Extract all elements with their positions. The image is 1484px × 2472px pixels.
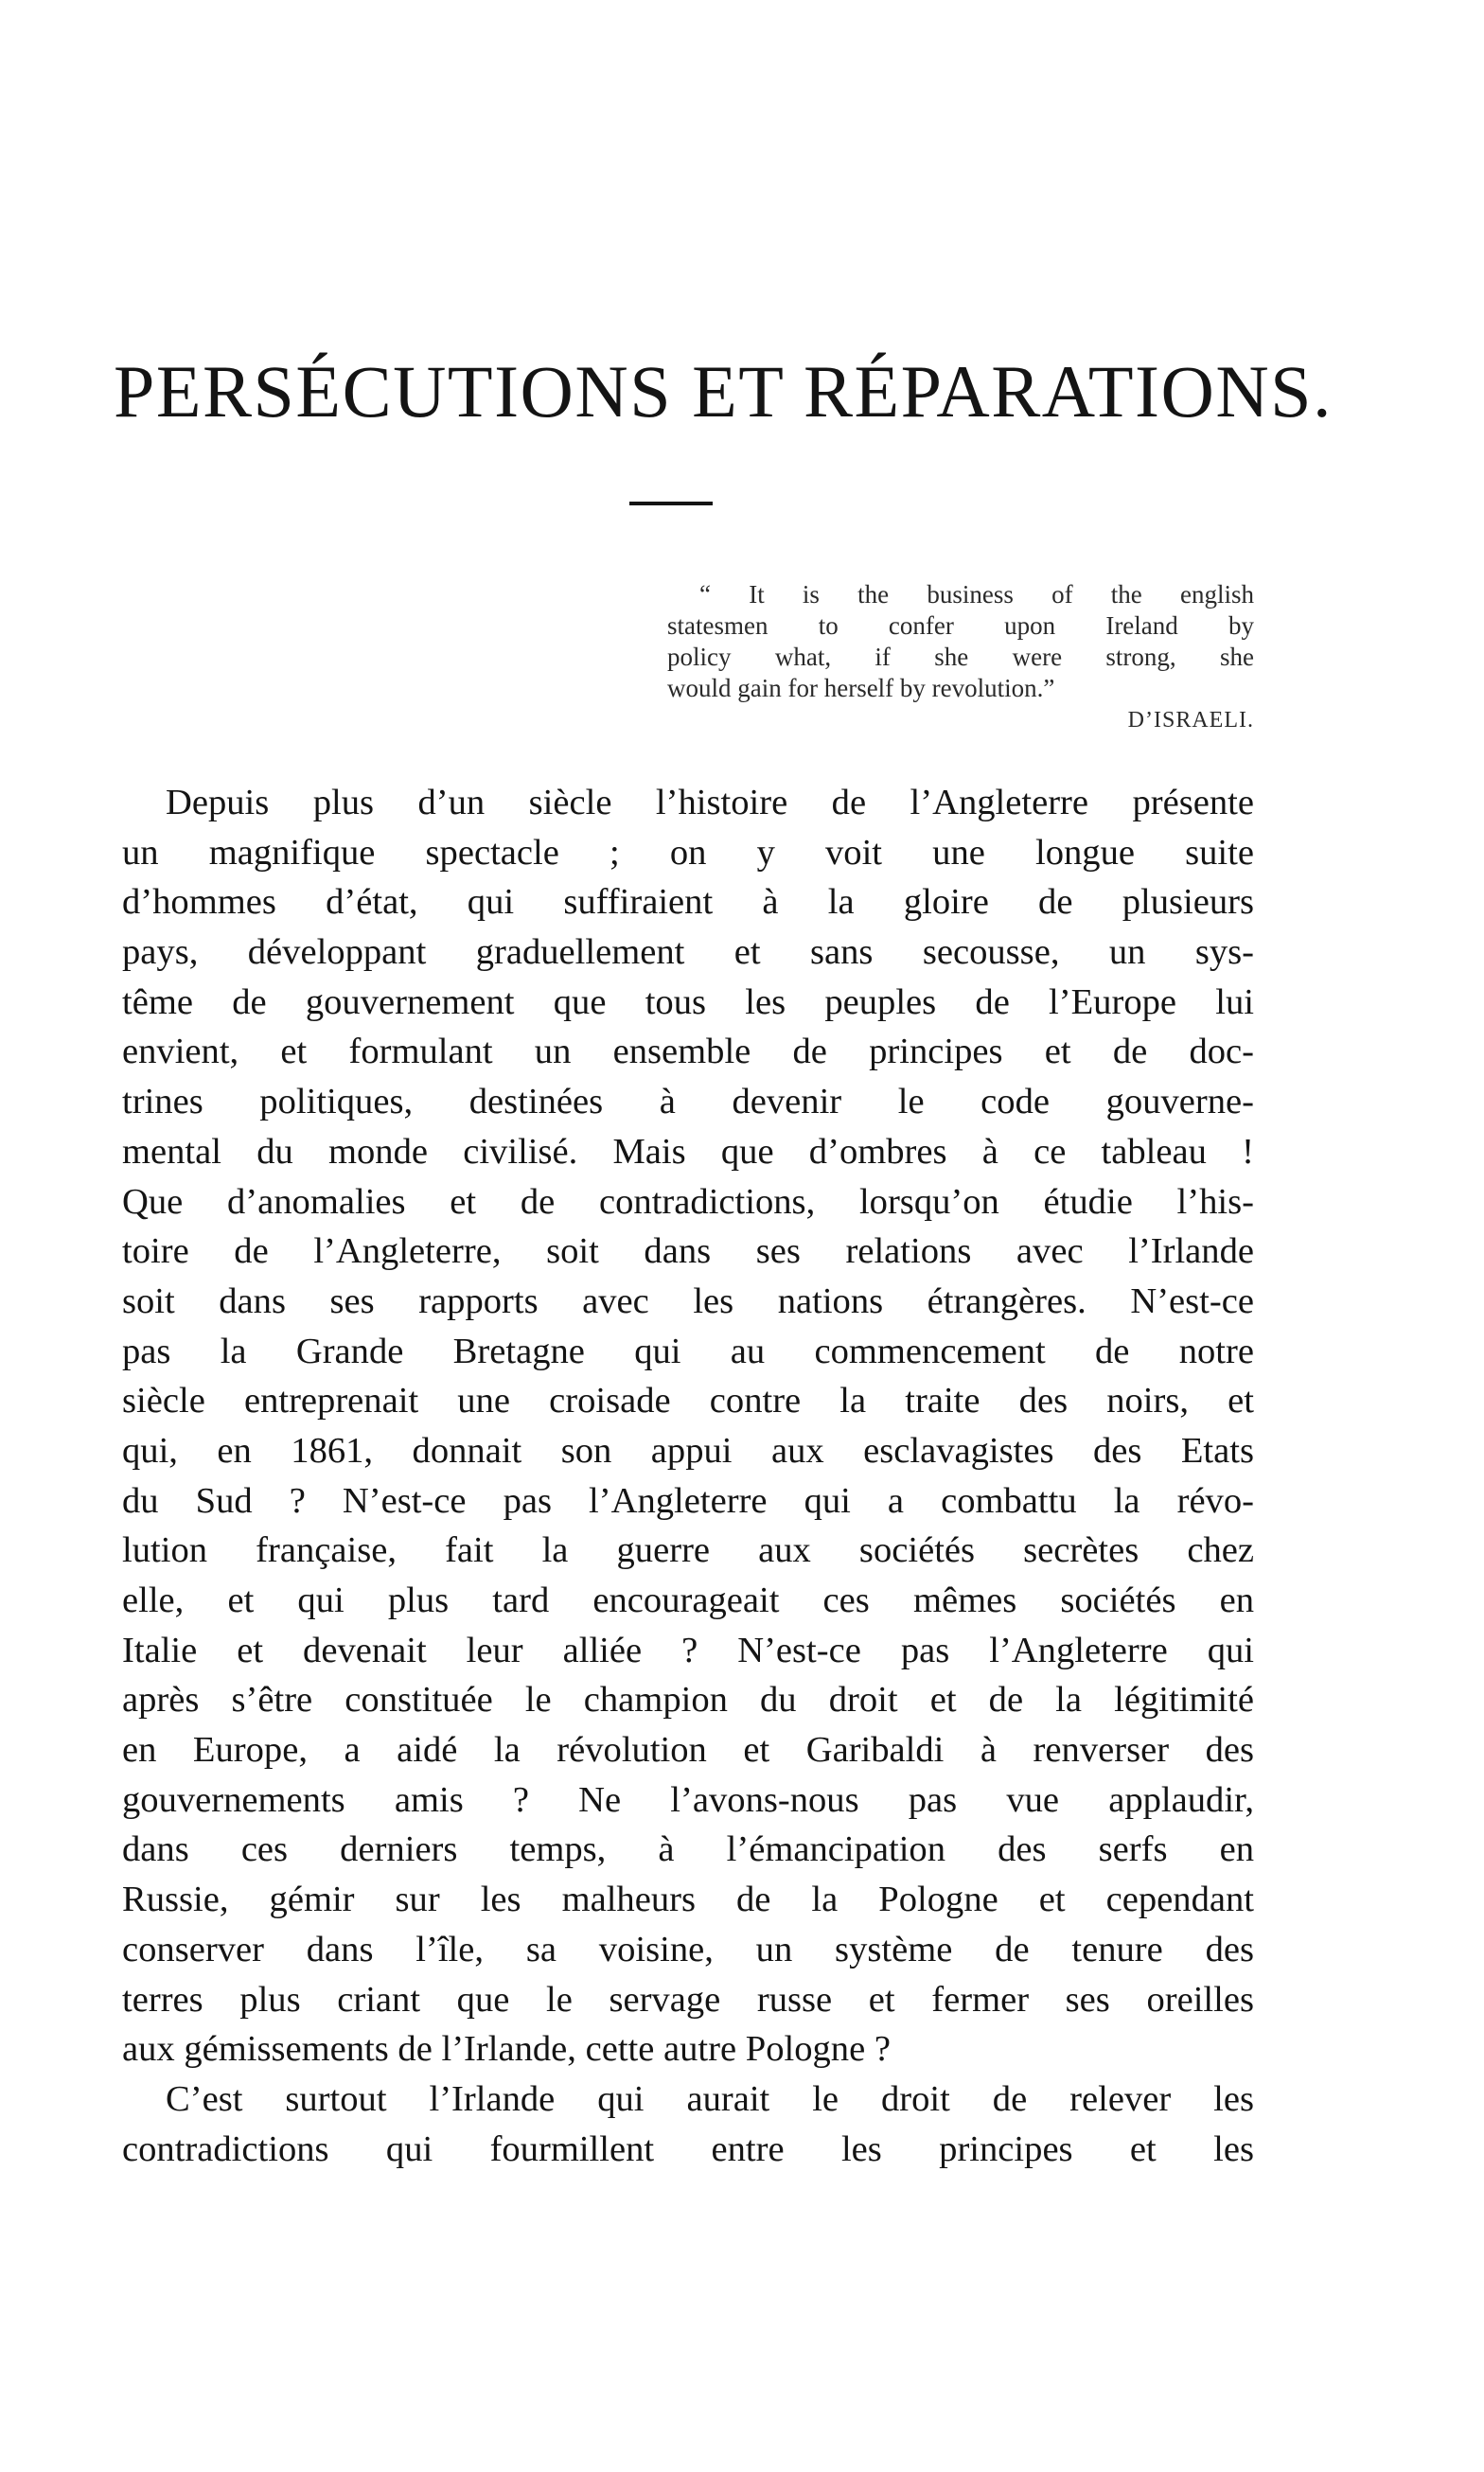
text-line: toire de l’Angleterre, soit dans ses relations avec l’Irlande	[122, 1231, 1254, 1272]
text-line: Italie et devenait leur alliée ? N’est-ce pas l’Angleterre qui	[122, 1630, 1254, 1670]
text-line: du Sud ? N’est-ce pas l’Angleterre qui a combattu la révo-	[122, 1480, 1254, 1521]
page-title: PERSÉCUTIONS ET RÉPARATIONS.	[114, 350, 1334, 433]
text-line: gouvernements amis ? Ne l’avons-nous pas vue applaudir,	[122, 1779, 1254, 1820]
epigraph-line: would gain for herself by revolution.”	[667, 674, 1055, 702]
text-line: contradictions qui fourmillent entre les principes et les	[122, 2128, 1254, 2169]
text-line: dans ces derniers temps, à l’émancipation des serfs en	[122, 1829, 1254, 1870]
text-line: mental du monde civilisé. Mais que d’ombres à ce tableau !	[122, 1131, 1254, 1172]
epigraph-line: policy what, if she were strong, she	[667, 643, 1254, 671]
text-line: après s’être constituée le champion du droit et de la légitimité	[122, 1680, 1254, 1721]
text-line: trines politiques, destinées à devenir le code gouverne-	[122, 1082, 1254, 1122]
text-line: Depuis plus d’un siècle l’histoire de l’Angleterre présente	[166, 783, 1254, 822]
text-line: lution française, fait la guerre aux sociétés secrètes chez	[122, 1530, 1254, 1571]
epigraph-line: “ It is the business of the english	[699, 580, 1254, 609]
text-line: pas la Grande Bretagne qui au commencement de notre	[122, 1331, 1254, 1371]
epigraph-line: statesmen to confer upon Ireland by	[667, 611, 1254, 640]
text-line: envient, et formulant un ensemble de principes et de doc-	[122, 1032, 1254, 1072]
epigraph-attribution: D’ISRAELI.	[1127, 708, 1254, 733]
text-line: d’hommes d’état, qui suffiraient à la gloire de plusieurs	[122, 882, 1254, 923]
text-line: un magnifique spectacle ; on y voit une longue suite	[122, 832, 1254, 873]
paragraph	[122, 2075, 1254, 2174]
text-line: en Europe, a aidé la révolution et Garibaldi à renverser des	[122, 1730, 1254, 1771]
text-line: terres plus criant que le servage russe et fermer ses oreilles	[122, 1979, 1254, 2020]
paragraph	[122, 778, 1254, 2075]
text-line: tême de gouvernement que tous les peuples de l’Europe lui	[122, 981, 1254, 1022]
body-text	[122, 778, 1254, 2174]
text-line: conserver dans l’île, sa voisine, un système de tenure des	[122, 1929, 1254, 1969]
title-divider	[629, 502, 713, 505]
text-line: Russie, gémir sur les malheurs de la Pologne et cependant	[122, 1880, 1254, 1920]
text-line: Que d’anomalies et de contradictions, lorsqu’on étudie l’his-	[122, 1181, 1254, 1222]
text-line: elle, et qui plus tard encourageait ces mêmes sociétés en	[122, 1580, 1254, 1620]
text-line: pays, développant graduellement et sans secousse, un sys-	[122, 932, 1254, 973]
text-line: C’est surtout l’Irlande qui aurait le droit de relever les	[166, 2078, 1254, 2119]
epigraph	[667, 579, 1254, 736]
text-line: siècle entreprenait une croisade contre la traite des noirs, et	[122, 1381, 1254, 1421]
text-line: qui, en 1861, donnait son appui aux esclavagistes des Etats	[122, 1430, 1254, 1471]
text-line: aux gémissements de l’Irlande, cette autre Pologne ?	[122, 2029, 891, 2070]
text-line: soit dans ses rapports avec les nations étrangères. N’est-ce	[122, 1280, 1254, 1321]
